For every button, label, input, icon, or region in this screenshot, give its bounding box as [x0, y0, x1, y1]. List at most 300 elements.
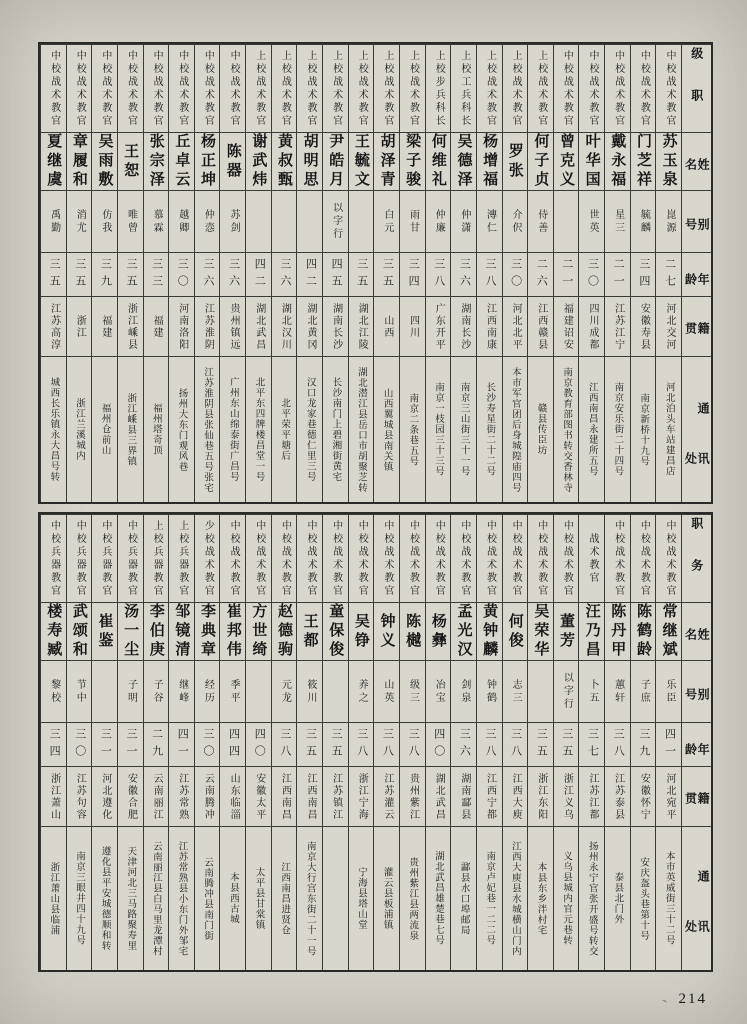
address-cell: 江西大庾县水城横山门内 — [502, 826, 528, 970]
age-cell: 二六 — [527, 252, 553, 296]
address-cell: 云南腾冲县南门街 — [194, 826, 220, 970]
name-cell: 张宗泽 — [143, 132, 169, 190]
rank-cell: 中校战术教官 — [655, 44, 681, 132]
age-cell: 三六 — [219, 252, 245, 296]
native-cell: 四川 — [399, 296, 425, 356]
alias-cell: 子谷 — [143, 660, 169, 722]
rank-cell: 中校战术教官 — [450, 514, 476, 602]
address-cell: 本市军官团后身城隍庙四号 — [502, 356, 528, 502]
alias-cell — [271, 190, 297, 252]
alias-cell: 唯曾 — [117, 190, 143, 252]
native-cell: 广东开平 — [425, 296, 451, 356]
alias-cell — [527, 660, 553, 722]
native-cell: 安徽合肥 — [117, 766, 143, 826]
name-cell: 崔邦伟 — [219, 602, 245, 660]
age-cell: 三八 — [476, 722, 502, 766]
native-cell: 云南腾冲 — [194, 766, 220, 826]
alias-cell: 仿我 — [91, 190, 117, 252]
native-cell: 江苏淮阴 — [194, 296, 220, 356]
rank-cell: 上校工兵科长 — [450, 44, 476, 132]
alias-cell: 漙仁 — [476, 190, 502, 252]
address-cell: 江西南昌进贤仓 — [271, 826, 297, 970]
native-cell: 浙江东阳 — [527, 766, 553, 826]
age-cell: 三七 — [578, 722, 604, 766]
age-cell: 三四 — [399, 252, 425, 296]
age-cell: 四二 — [296, 252, 322, 296]
rank-cell: 中校战术教官 — [40, 44, 66, 132]
address-cell: 太平县甘棠镇 — [245, 826, 271, 970]
alias-cell: 毓麟 — [630, 190, 656, 252]
name-cell: 汤一尘 — [117, 602, 143, 660]
native-cell: 山西 — [373, 296, 399, 356]
alias-cell — [245, 660, 271, 722]
rank-cell: 中校战术教官 — [219, 44, 245, 132]
rank-cell: 中校战术教官 — [655, 514, 681, 602]
rank-cell: 中校战术教官 — [604, 514, 630, 602]
alias-cell: 卜五 — [578, 660, 604, 722]
native-cell: 贵州镇远 — [219, 296, 245, 356]
rank-cell: 少校战术教官 — [194, 514, 220, 602]
alias-cell: 侍善 — [527, 190, 553, 252]
age-cell: 三六 — [271, 252, 297, 296]
alias-cell: 消尤 — [66, 190, 92, 252]
name-cell: 常继斌 — [655, 602, 681, 660]
age-cell: 三五 — [527, 722, 553, 766]
native-cell: 河北遵化 — [91, 766, 117, 826]
rank-cell: 中校战术教官 — [296, 514, 322, 602]
alias-cell: 慕霖 — [143, 190, 169, 252]
rank-cell: 上校战术教官 — [399, 44, 425, 132]
address-cell: 扬州永宁官张开盛号转交 — [578, 826, 604, 970]
rank-cell: 上校步兵科长 — [425, 44, 451, 132]
age-cell: 二一 — [604, 252, 630, 296]
rank-cell: 战术教官 — [578, 514, 604, 602]
name-cell: 谢武炜 — [245, 132, 271, 190]
rank-cell: 中校战术教官 — [348, 514, 374, 602]
native-cell: 江西南昌 — [296, 766, 322, 826]
age-cell: 三九 — [91, 252, 117, 296]
alias-cell: 筱川 — [296, 660, 322, 722]
name-cell: 钟义 — [373, 602, 399, 660]
name-cell: 吴雨敷 — [91, 132, 117, 190]
native-cell: 河北北平 — [502, 296, 528, 356]
name-cell: 陈鹤龄 — [630, 602, 656, 660]
rank-cell: 中校战术教官 — [399, 514, 425, 602]
age-cell: 三一 — [117, 722, 143, 766]
native-cell: 江西赣县 — [527, 296, 553, 356]
address-cell: 南京三眼井四十九号 — [66, 826, 92, 970]
rank-cell: 上校战术教官 — [476, 44, 502, 132]
address-cell: 江苏常熟县小东门外邹宅 — [168, 826, 194, 970]
age-cell: 四一 — [655, 722, 681, 766]
address-cell: 灌云县板浦镇 — [373, 826, 399, 970]
address-cell: 南京一枝园三十三号 — [425, 356, 451, 502]
age-cell: 三五 — [66, 252, 92, 296]
native-cell: 湖南酃县 — [450, 766, 476, 826]
age-cell: 四〇 — [425, 722, 451, 766]
native-cell: 浙江义乌 — [553, 766, 579, 826]
name-cell: 陈樾 — [399, 602, 425, 660]
address-cell — [322, 826, 348, 970]
native-cell: 福建 — [143, 296, 169, 356]
alias-cell: 仲潇 — [450, 190, 476, 252]
native-cell: 江西大庾 — [502, 766, 528, 826]
name-cell: 楼寿臧 — [40, 602, 66, 660]
address-cell: 义乌县城内官元巷转 — [553, 826, 579, 970]
name-cell: 叶华国 — [578, 132, 604, 190]
age-cell: 三六 — [450, 722, 476, 766]
rank-cell: 中校战术教官 — [91, 44, 117, 132]
address-cell: 赣县传臣坊 — [527, 356, 553, 502]
header-rank: 职务 — [681, 514, 711, 602]
header-rank: 级职 — [681, 44, 711, 132]
age-cell: 三一 — [91, 722, 117, 766]
name-cell: 杨正坤 — [194, 132, 220, 190]
age-cell: 三六 — [450, 252, 476, 296]
rank-cell: 中校战术教官 — [553, 44, 579, 132]
age-cell: 三九 — [630, 722, 656, 766]
native-cell: 湖北黄冈 — [296, 296, 322, 356]
age-cell: 三〇 — [502, 252, 528, 296]
address-cell: 南京新桥十九号 — [630, 356, 656, 502]
rank-cell: 中校战术教官 — [476, 514, 502, 602]
name-cell: 李典章 — [194, 602, 220, 660]
age-cell: 三〇 — [66, 722, 92, 766]
address-cell: 福州仓前山 — [91, 356, 117, 502]
alias-cell: 以字行 — [322, 190, 348, 252]
address-cell: 南京安乐街二十四号 — [604, 356, 630, 502]
name-cell: 尹皓月 — [322, 132, 348, 190]
native-cell: 山东临淄 — [219, 766, 245, 826]
name-cell: 孟光汉 — [450, 602, 476, 660]
native-cell: 江西南昌 — [271, 766, 297, 826]
rank-cell: 中校战术教官 — [322, 514, 348, 602]
native-cell: 江苏常熟 — [168, 766, 194, 826]
alias-cell: 经历 — [194, 660, 220, 722]
address-cell: 泰县北门外 — [604, 826, 630, 970]
address-cell: 北平东四牌楼昌堂一号 — [245, 356, 271, 502]
name-cell: 胡泽青 — [373, 132, 399, 190]
alias-cell: 介伬 — [502, 190, 528, 252]
native-cell: 江苏泰县 — [604, 766, 630, 826]
address-cell: 南京教育部图书转交香林寺 — [553, 356, 579, 502]
header-name: 姓名 — [681, 132, 711, 190]
address-cell: 南京二条巷五号 — [399, 356, 425, 502]
alias-cell: 剑泉 — [450, 660, 476, 722]
name-cell: 苏玉泉 — [655, 132, 681, 190]
address-cell: 浙江萧山县临浦 — [40, 826, 66, 970]
age-cell: 三四 — [40, 722, 66, 766]
rank-cell: 中校战术教官 — [604, 44, 630, 132]
native-cell: 湖北武昌 — [245, 296, 271, 356]
age-cell: 三八 — [271, 722, 297, 766]
alias-cell: 季平 — [219, 660, 245, 722]
age-cell: 三五 — [40, 252, 66, 296]
name-cell: 王毓文 — [348, 132, 374, 190]
name-cell: 曾克义 — [553, 132, 579, 190]
age-cell: 三五 — [296, 722, 322, 766]
address-cell: 贵州紫江县两流泉 — [399, 826, 425, 970]
native-cell: 江西南康 — [476, 296, 502, 356]
name-cell: 童保俊 — [322, 602, 348, 660]
age-cell: 三八 — [476, 252, 502, 296]
name-cell: 王都 — [296, 602, 322, 660]
alias-cell: 养之 — [348, 660, 374, 722]
name-cell: 汪乃昌 — [578, 602, 604, 660]
alias-cell: 冶宝 — [425, 660, 451, 722]
age-cell: 三五 — [322, 722, 348, 766]
address-cell: 湖北潜江县岳口市胡聚芝转 — [348, 356, 374, 502]
name-cell: 陈器 — [219, 132, 245, 190]
name-cell: 杨彝 — [425, 602, 451, 660]
rank-cell: 中校兵器教官 — [91, 514, 117, 602]
alias-cell: 子明 — [117, 660, 143, 722]
rank-cell: 上校战术教官 — [502, 44, 528, 132]
alias-cell: 继峰 — [168, 660, 194, 722]
age-cell: 二一 — [553, 252, 579, 296]
rank-cell: 中校兵器教官 — [66, 514, 92, 602]
rank-cell: 中校兵器教官 — [117, 514, 143, 602]
address-cell: 江苏淮阴县张仙巷五号张宅 — [194, 356, 220, 502]
rank-cell: 中校兵器教官 — [40, 514, 66, 602]
rank-cell: 中校战术教官 — [527, 514, 553, 602]
age-cell: 二九 — [143, 722, 169, 766]
name-cell: 陈丹甲 — [604, 602, 630, 660]
header-alias: 别号 — [681, 660, 711, 722]
address-cell: 扬州大东门观风巷 — [168, 356, 194, 502]
alias-cell: 仲悫 — [194, 190, 220, 252]
native-cell: 江苏江宁 — [604, 296, 630, 356]
age-cell: 三八 — [373, 722, 399, 766]
age-cell: 三五 — [348, 252, 374, 296]
rank-cell: 上校战术教官 — [296, 44, 322, 132]
rank-cell: 中校战术教官 — [373, 514, 399, 602]
alias-cell — [553, 190, 579, 252]
alias-cell: 雨甘 — [399, 190, 425, 252]
native-cell: 福建 — [91, 296, 117, 356]
alias-cell: 崑源 — [655, 190, 681, 252]
header-age: 年龄 — [681, 722, 711, 766]
address-cell: 长沙南门上碧湘街黄宅 — [322, 356, 348, 502]
age-cell: 三五 — [373, 252, 399, 296]
name-cell: 何维礼 — [425, 132, 451, 190]
native-cell: 福建诏安 — [553, 296, 579, 356]
alias-cell — [91, 660, 117, 722]
alias-cell: 禹勤 — [40, 190, 66, 252]
header-name: 姓名 — [681, 602, 711, 660]
age-cell: 三六 — [194, 252, 220, 296]
address-cell: 遵化县平安城德顺和转 — [91, 826, 117, 970]
native-cell: 湖南长沙 — [322, 296, 348, 356]
address-cell: 北平荣平塘后 — [271, 356, 297, 502]
native-cell: 河北交河 — [655, 296, 681, 356]
age-cell: 三〇 — [578, 252, 604, 296]
age-cell: 四五 — [322, 252, 348, 296]
rank-cell: 中校战术教官 — [168, 44, 194, 132]
rank-cell: 中校战术教官 — [425, 514, 451, 602]
alias-cell: 山英 — [373, 660, 399, 722]
rank-cell: 上校战术教官 — [373, 44, 399, 132]
header-native: 籍贯 — [681, 296, 711, 356]
age-cell: 三四 — [630, 252, 656, 296]
native-cell: 江苏高淳 — [40, 296, 66, 356]
header-address: 通讯处 — [681, 826, 711, 970]
address-cell: 浙江兰溪城内 — [66, 356, 92, 502]
native-cell: 江苏镇江 — [322, 766, 348, 826]
alias-cell: 越卿 — [168, 190, 194, 252]
address-cell: 城西长乐镇永大昌号转 — [40, 356, 66, 502]
address-cell: 长沙寿星街二十二号 — [476, 356, 502, 502]
native-cell: 云南丽江 — [143, 766, 169, 826]
name-cell: 崔鉴 — [91, 602, 117, 660]
scan-artifact: 丶 — [657, 995, 673, 1010]
address-cell: 广州东山绵泰街广昌号 — [219, 356, 245, 502]
age-cell: 三五 — [553, 722, 579, 766]
address-cell: 河北泊头车站建昌店 — [655, 356, 681, 502]
native-cell: 湖北武昌 — [425, 766, 451, 826]
header-address: 通讯处 — [681, 356, 711, 502]
native-cell: 浙江嵊县 — [117, 296, 143, 356]
native-cell: 安徽怀宁 — [630, 766, 656, 826]
alias-cell: 世英 — [578, 190, 604, 252]
alias-cell: 级三 — [399, 660, 425, 722]
name-cell: 黄叔甄 — [271, 132, 297, 190]
rank-cell: 中校战术教官 — [66, 44, 92, 132]
name-cell: 门芝祥 — [630, 132, 656, 190]
age-cell: 三五 — [117, 252, 143, 296]
native-cell: 江苏江都 — [578, 766, 604, 826]
rank-cell: 中校战术教官 — [117, 44, 143, 132]
rank-cell: 上校战术教官 — [348, 44, 374, 132]
alias-cell — [245, 190, 271, 252]
age-cell: 二七 — [655, 252, 681, 296]
rank-cell: 中校战术教官 — [578, 44, 604, 132]
age-cell: 三八 — [425, 252, 451, 296]
rank-cell: 上校战术教官 — [322, 44, 348, 132]
address-cell: 福州塔奇顶 — [143, 356, 169, 502]
name-cell: 丘卓云 — [168, 132, 194, 190]
native-cell: 安徽寿县 — [630, 296, 656, 356]
alias-cell: 黎校 — [40, 660, 66, 722]
address-cell: 湖北武昌雄楚巷七号 — [425, 826, 451, 970]
rank-cell: 中校战术教官 — [630, 514, 656, 602]
officer-table-bottom — [38, 512, 713, 972]
address-cell: 酃县水口埠邮局 — [450, 826, 476, 970]
native-cell: 湖北汉川 — [271, 296, 297, 356]
address-cell: 安庆盔头巷第十号 — [630, 826, 656, 970]
name-cell: 王恕 — [117, 132, 143, 190]
age-cell: 三八 — [604, 722, 630, 766]
name-cell: 胡明思 — [296, 132, 322, 190]
alias-cell — [322, 660, 348, 722]
alias-cell: 节中 — [66, 660, 92, 722]
name-cell: 何子贞 — [527, 132, 553, 190]
alias-cell — [348, 190, 374, 252]
alias-cell: 元龙 — [271, 660, 297, 722]
page-number: 214 — [678, 991, 707, 1007]
name-cell: 董芳 — [553, 602, 579, 660]
name-cell: 吴德泽 — [450, 132, 476, 190]
address-cell: 浙江嵊县三界镇 — [117, 356, 143, 502]
age-cell: 四二 — [245, 252, 271, 296]
native-cell: 贵州紫江 — [399, 766, 425, 826]
address-cell: 南京三山街三十一号 — [450, 356, 476, 502]
rank-cell: 中校战术教官 — [630, 44, 656, 132]
rank-cell: 上校战术教官 — [527, 44, 553, 132]
alias-cell: 子庶 — [630, 660, 656, 722]
rank-cell: 中校战术教官 — [245, 514, 271, 602]
rank-cell: 上校战术教官 — [271, 44, 297, 132]
native-cell: 浙江萧山 — [40, 766, 66, 826]
native-cell: 江西宁都 — [476, 766, 502, 826]
rank-cell: 中校战术教官 — [553, 514, 579, 602]
alias-cell: 乐臣 — [655, 660, 681, 722]
age-cell: 三八 — [399, 722, 425, 766]
rank-cell: 中校战术教官 — [219, 514, 245, 602]
alias-cell — [296, 190, 322, 252]
name-cell: 戴永福 — [604, 132, 630, 190]
age-cell: 四四 — [219, 722, 245, 766]
rank-cell: 中校战术教官 — [194, 44, 220, 132]
rank-cell: 中校战术教官 — [143, 44, 169, 132]
native-cell: 浙江 — [66, 296, 92, 356]
age-cell: 三〇 — [194, 722, 220, 766]
native-cell: 河南洛阳 — [168, 296, 194, 356]
age-cell: 三三 — [143, 252, 169, 296]
age-cell: 四〇 — [245, 722, 271, 766]
rank-cell: 中校战术教官 — [502, 514, 528, 602]
rank-cell: 中校战术教官 — [271, 514, 297, 602]
native-cell: 湖南长沙 — [450, 296, 476, 356]
age-cell: 四一 — [168, 722, 194, 766]
alias-cell: 以字行 — [553, 660, 579, 722]
address-cell: 天津河北三马路聚寿里 — [117, 826, 143, 970]
alias-cell: 蕙轩 — [604, 660, 630, 722]
alias-cell: 苏剑 — [219, 190, 245, 252]
name-cell: 武颂和 — [66, 602, 92, 660]
name-cell: 章履和 — [66, 132, 92, 190]
rank-cell: 上校兵器教官 — [168, 514, 194, 602]
age-cell: 三八 — [348, 722, 374, 766]
alias-cell: 白元 — [373, 190, 399, 252]
address-cell: 江西南昌永建所五号 — [578, 356, 604, 502]
page-footer — [659, 991, 708, 1008]
rank-cell: 上校兵器教官 — [143, 514, 169, 602]
address-cell: 南京大行宫东街二十一号 — [296, 826, 322, 970]
address-cell: 本县西古城 — [219, 826, 245, 970]
native-cell: 河北宛平 — [655, 766, 681, 826]
header-native: 籍贯 — [681, 766, 711, 826]
name-cell: 李伯庚 — [143, 602, 169, 660]
alias-cell: 星三 — [604, 190, 630, 252]
header-alias: 别号 — [681, 190, 711, 252]
address-cell: 南京卢妃巷一二二号 — [476, 826, 502, 970]
name-cell: 杨增福 — [476, 132, 502, 190]
age-cell: 三八 — [502, 722, 528, 766]
native-cell: 安徽太平 — [245, 766, 271, 826]
native-cell: 浙江宁海 — [348, 766, 374, 826]
name-cell: 吴铮 — [348, 602, 374, 660]
native-cell: 江苏灌云 — [373, 766, 399, 826]
name-cell: 夏继虞 — [40, 132, 66, 190]
name-cell: 吴荣华 — [527, 602, 553, 660]
name-cell: 方世绮 — [245, 602, 271, 660]
native-cell: 四川成都 — [578, 296, 604, 356]
address-cell: 本市英威街三十二号 — [655, 826, 681, 970]
native-cell: 湖北江陵 — [348, 296, 374, 356]
alias-cell: 钟鹤 — [476, 660, 502, 722]
address-cell: 宁海县塔山堂 — [348, 826, 374, 970]
